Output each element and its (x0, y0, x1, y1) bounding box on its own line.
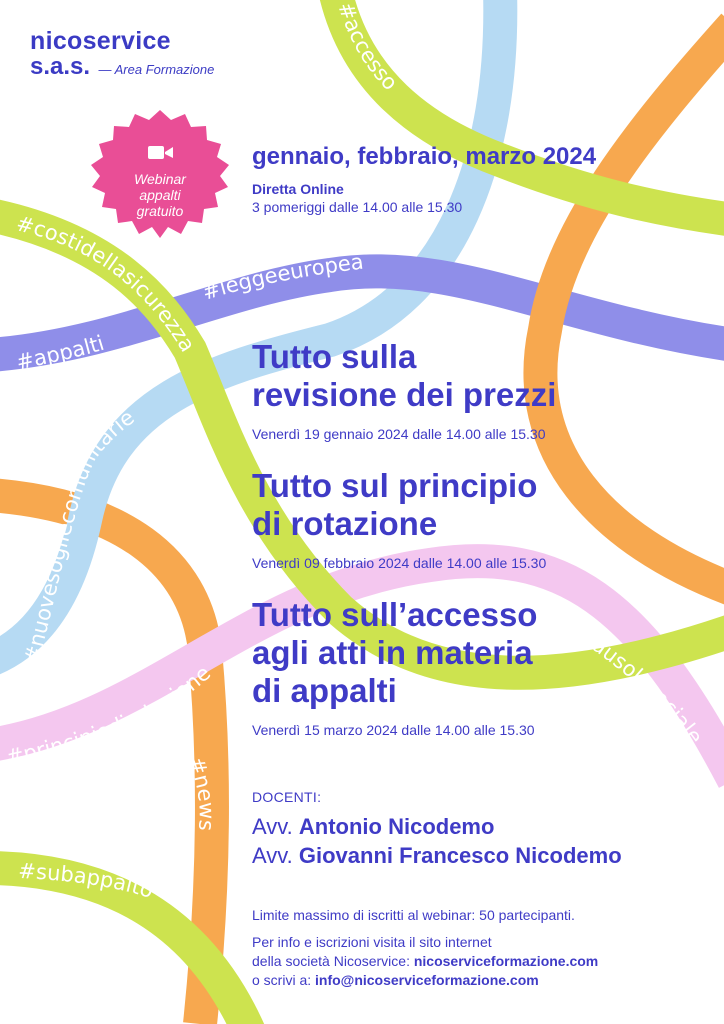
session-3-title (252, 596, 537, 710)
hashtag-appalti: #appalti (14, 330, 107, 375)
hashtag-subappalto: #subappalto (17, 858, 157, 903)
brand-area: — Area Formazione (98, 62, 215, 77)
teacher-1-prefix: Avv. (252, 814, 293, 839)
contact-line-3 (252, 971, 598, 990)
session-1-title-line-1: Tutto sulla (252, 338, 417, 375)
session-2-title-line-1: Tutto sul principio (252, 467, 538, 504)
hashtag-principiodirotazione: #principiodirotazione (3, 660, 216, 770)
contact-line-2 (252, 952, 598, 971)
event-details (252, 180, 462, 216)
webinar-badge (70, 108, 250, 240)
session-3-title-line-2: agli atti in materia (252, 634, 533, 671)
session-2-title (252, 467, 546, 543)
teacher-1-name: Antonio Nicodemo (298, 814, 495, 839)
session-3-title-line-1: Tutto sull’accesso (252, 596, 538, 633)
session-3-date: Venerdì 15 marzo 2024 dalle 14.00 alle 15.30 (252, 722, 535, 738)
badge-line-3: gratuito (136, 203, 184, 219)
hashtag-nuovesogliecomunitarie: #nuovesogliecomunitarie (19, 405, 139, 667)
hashtag-clausolasociale: #clausolasociale (559, 612, 708, 749)
email-link[interactable]: info@nicoserviceformazione.com (315, 972, 539, 988)
hashtag-accesso: #accesso (333, 0, 403, 96)
session-3-title-line-3: di appalti (252, 672, 397, 709)
event-months: gennaio, febbraio, marzo 2024 (252, 143, 597, 170)
contact-line-2-prefix: della società Nicoservice: (252, 953, 410, 969)
session-2-date: Venerdì 09 febbraio 2024 dalle 14.00 alle 15.30 (252, 555, 547, 571)
session-2-title-line-2: di rotazione (252, 505, 438, 542)
contact-line-1: Per info e iscrizioni visita il sito internet (252, 934, 492, 950)
brand-name: nicoservice (30, 27, 171, 55)
hashtag-costidellasicurezza: #costidellasicurezza (13, 211, 200, 357)
session-1-title (252, 338, 556, 414)
teachers-label: DOCENTI: (252, 789, 322, 805)
participants-limit: Limite massimo di iscritti al webinar: 50 partecipanti. (252, 907, 575, 923)
contact-line-3-prefix: o scrivi a: (252, 972, 312, 988)
session-1-title-line-2: revisione dei prezzi (252, 376, 557, 413)
hashtag-sottosoglia: #sottosoglia (582, 32, 690, 148)
badge-line-1: Webinar (134, 171, 186, 187)
teacher-1 (252, 812, 622, 841)
session-1-date: Venerdì 19 gennaio 2024 dalle 14.00 alle 15.30 (252, 426, 546, 442)
session-1 (252, 338, 556, 442)
session-3 (252, 596, 537, 738)
website-link[interactable]: nicoserviceformazione.com (413, 953, 599, 969)
session-2 (252, 467, 546, 571)
teachers-list (252, 812, 622, 870)
hashtag-leggeeuropea: #leggeeuropea (199, 249, 365, 305)
badge-text (70, 171, 250, 219)
event-schedule: 3 pomeriggi dalle 14.00 alle 15.30 (252, 199, 463, 215)
event-mode: Diretta Online (252, 181, 344, 197)
teacher-2-prefix: Avv. (252, 843, 293, 868)
brand-header (30, 28, 214, 83)
brand-suffix: s.a.s. (30, 53, 91, 80)
contact-info (252, 933, 598, 990)
teacher-2 (252, 841, 622, 870)
teacher-2-name: Giovanni Francesco Nicodemo (298, 843, 622, 868)
badge-line-2: appalti (139, 187, 181, 203)
hashtag-news: #news (183, 753, 219, 832)
